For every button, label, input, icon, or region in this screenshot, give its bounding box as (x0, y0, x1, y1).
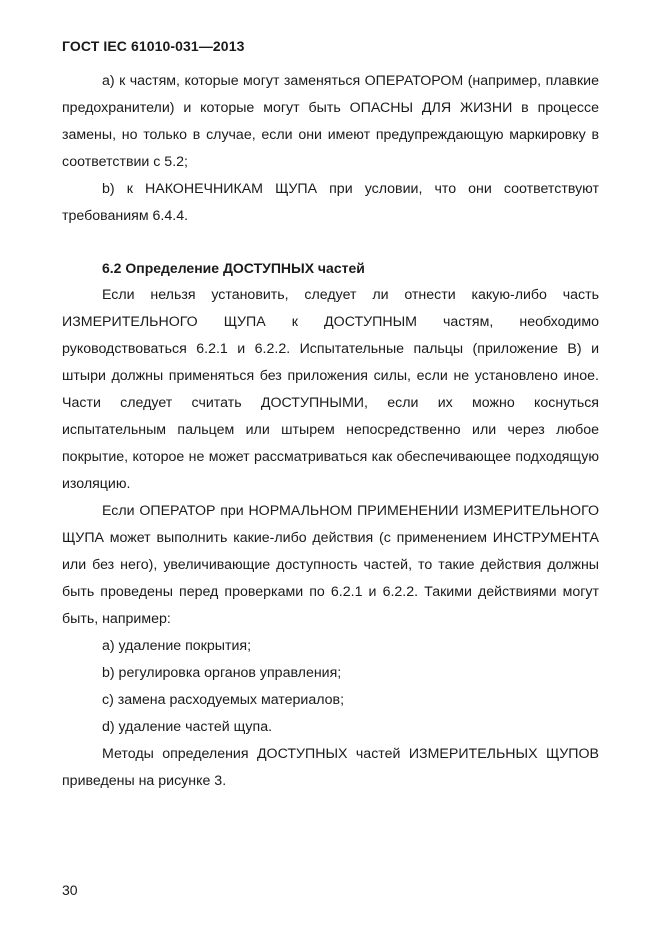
paragraph-operator-actions: Если ОПЕРАТОР при НОРМАЛЬНОМ ПРИМЕНЕНИИ ИЗМЕРИТЕЛЬНОГО ЩУПА может выполнить какие-либо действия (с применением ИНСТРУМЕНТА или без него), увеличивающие доступность частей, то такие действия должны быть проведены перед проверками по 6.2.1 и 6.2.2. Такими действиями могут быть, например: (62, 503, 599, 627)
paragraph-determination: Если нельзя установить, следует ли отнести какую-либо часть ИЗМЕРИТЕЛЬНОГО ЩУПА к ДОСТУПНЫМ частям, необходимо руководствоваться 6.2.1 и 6.2.2. Испытательные пальцы (приложение В) и штыри должны применяться без приложения силы, если не установлено иное. Части следует считать ДОСТУПНЫМИ, если их можно коснуться испытательным пальцем или штырем непосредственно или через любое покрытие, которое не может рассматриваться как обеспечивающее подходящую изоляцию. (62, 287, 599, 492)
paragraph-methods-reference: Методы определения ДОСТУПНЫХ частей ИЗМЕРИТЕЛЬНЫХ ЩУПОВ приведены на рисунке 3. (62, 746, 599, 789)
paragraph-item-a: a) к частям, которые могут заменяться ОПЕРАТОРОМ (например, плавкие предохранители) и которые могут быть ОПАСНЫ ДЛЯ ЖИЗНИ в процессе замены, но только в случае, если они имеют предупреждающую маркировку в соответствии с 5.2; (62, 73, 599, 170)
paragraph-item-b: b) к НАКОНЕЧНИКАМ ЩУПА при условии, что они соответствуют требованиям 6.4.4. (62, 181, 599, 224)
list-item-cover-removal: a) удаление покрытия; (102, 638, 252, 654)
list-item-consumables-replacement: c) замена расходуемых материалов; (102, 692, 345, 708)
page-number: 30 (62, 882, 78, 898)
section-heading: 6.2 Определение ДОСТУПНЫХ частей (102, 260, 365, 276)
list-item-controls-adjustment: b) регулировка органов управления; (102, 665, 342, 681)
document-header: ГОСТ IEC 61010-031—2013 (62, 38, 245, 54)
document-body (62, 68, 599, 795)
list-item-probe-parts-removal: d) удаление частей щупа. (102, 719, 273, 735)
